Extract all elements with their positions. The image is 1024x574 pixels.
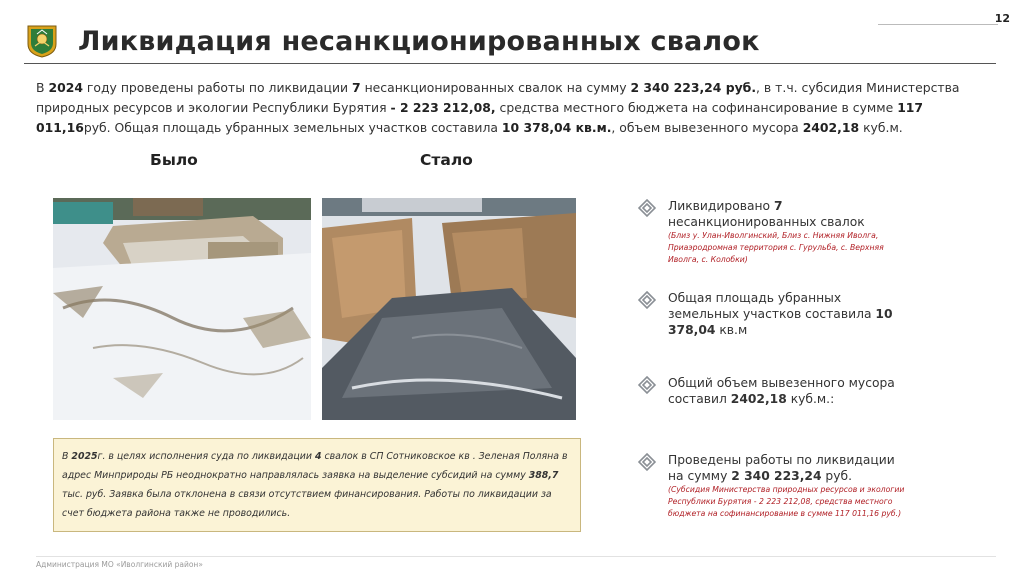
page-title: Ликвидация несанкционированных свалок	[78, 26, 760, 57]
page-number: 12	[994, 12, 1010, 25]
footer-text: Администрация МО «Иволгинский район»	[36, 560, 203, 569]
summary-item-area: Общая площадь убранных земельных участков составила 10 378,04 кв.м	[638, 290, 908, 338]
ornament-bullet-icon	[638, 291, 656, 309]
summary-item-cost: Проведены работы по ликвидации на сумму 2 340 223,24 руб. (Субсидия Министерства природных ресурсов и экологии Республики Бурятия - 2 223 212,08, средства местного бюджета на софинансирование в сумме 117 011,16 руб.)	[638, 452, 908, 520]
coat-of-arms-icon	[26, 24, 58, 58]
summary-item-volume: Общий объем вывезенного мусора составил 2402,18 куб.м.:	[638, 375, 908, 407]
caption-before: Было	[150, 151, 198, 169]
footer-divider	[36, 556, 996, 557]
ornament-bullet-icon	[638, 453, 656, 471]
ornament-bullet-icon	[638, 199, 656, 217]
summary-item-dumps: Ликвидировано 7 несанкционированных свалок (Близ у. Улан-Иволгинский, Близ с. Нижняя Иволга, Приаэродромная территория с. Гурульба, с. Верхняя Иволга, с. Колобки)	[638, 198, 908, 266]
caption-after: Стало	[420, 151, 473, 169]
top-divider	[878, 24, 998, 25]
photo-before	[53, 198, 311, 420]
intro-paragraph: В 2024 году проведены работы по ликвидации 7 несанкционированных свалок на сумму 2 340 223,24 руб., в т.ч. субсидия Министерства природных ресурсов и экологии Республики Бурятия - 2 223 212,08, средства местного бюджета на софинансирование в сумме 117 011,16руб. Общая площадь убранных земельных участков составила 10 378,04 кв.м., объем вывезенного мусора 2402,18 куб.м.	[36, 80, 960, 135]
note-box: В 2025г. в целях исполнения суда по ликвидации 4 свалок в СП Сотниковское кв . Зеленая Поляна в адрес Минприроды РБ неоднократно направлялась заявка на выделение субсидий на сумму 388,7 тыс. руб. Заявка была отклонена в связи отсутствием финансирования. Работы по ликвидации за счет бюджета района также не проводились.	[53, 438, 581, 532]
title-divider	[24, 63, 996, 64]
ornament-bullet-icon	[638, 376, 656, 394]
photo-after	[322, 198, 576, 420]
